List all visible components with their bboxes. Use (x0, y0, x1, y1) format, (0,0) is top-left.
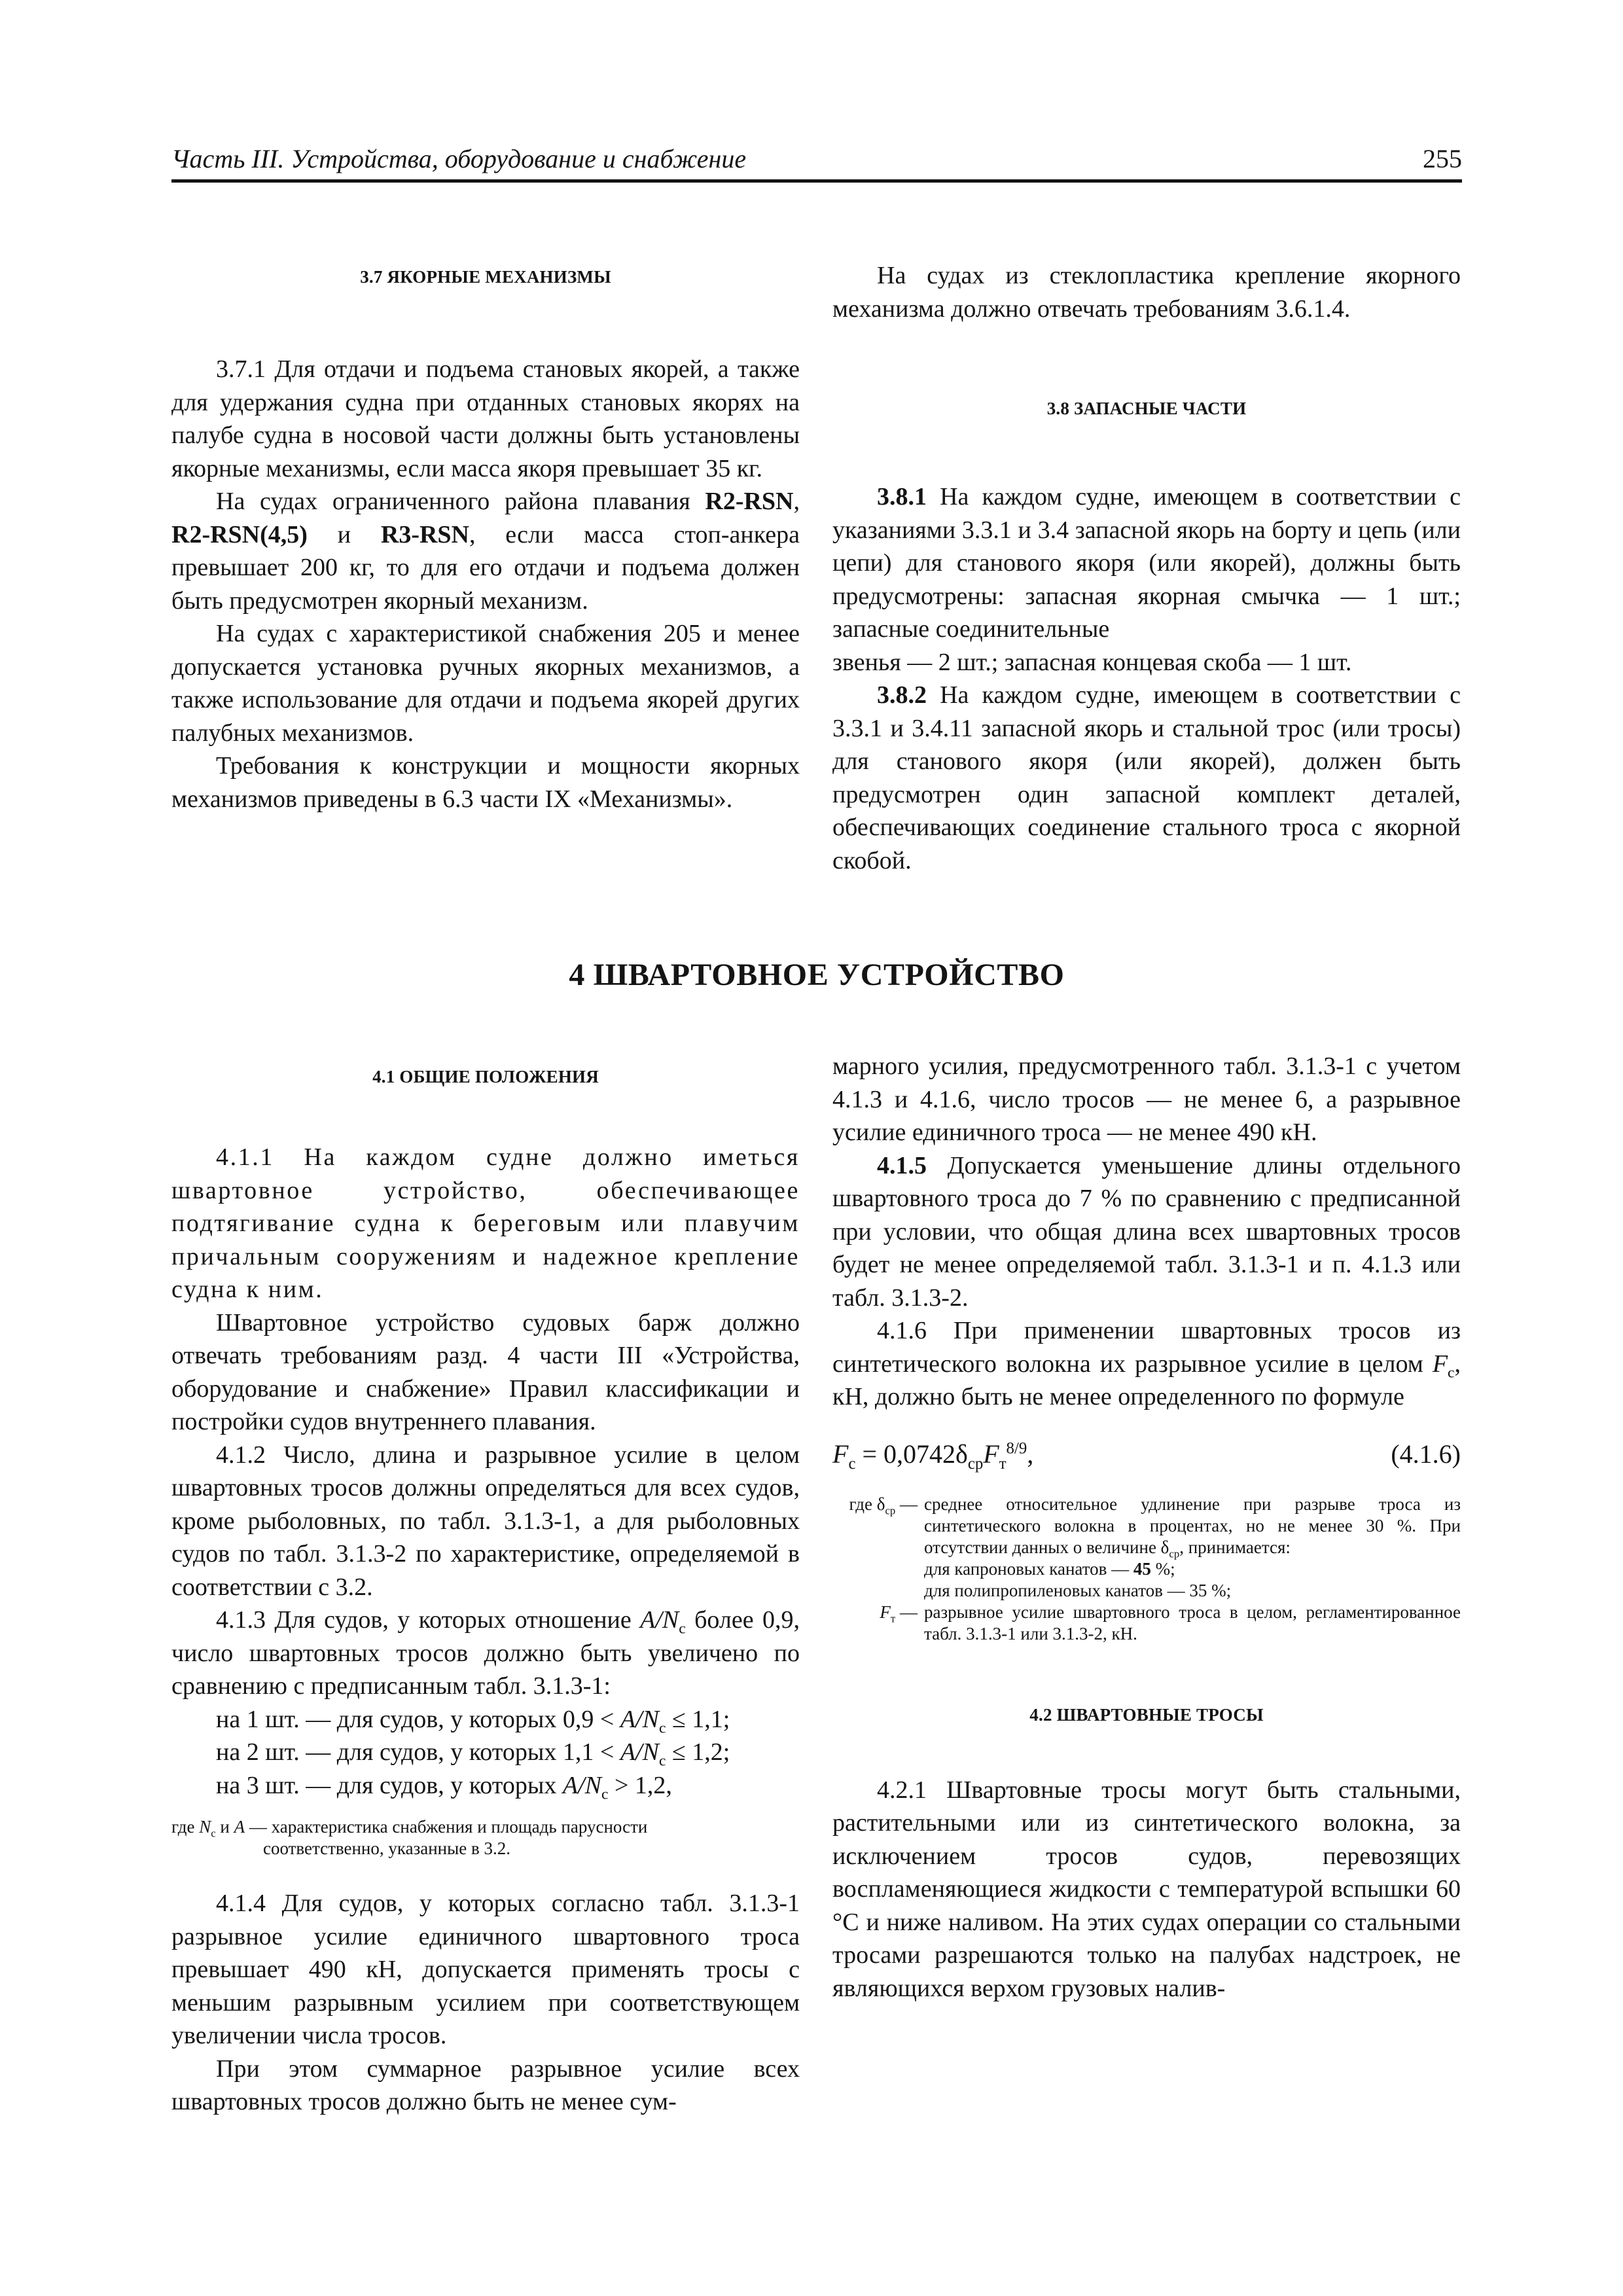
clause-number: 3.8.2 (877, 681, 927, 709)
paragraph-fiberglass: На судах из стеклопластика крепление якорного механизма должно отвечать требованиям 3.6.1.4. (832, 262, 1461, 323)
conjunction: и (307, 520, 381, 548)
subscript: c (679, 1620, 686, 1638)
punctuation: , (793, 488, 800, 515)
paragraph-4-1-1 (171, 1141, 800, 1306)
clause-number: 4.1.6 (877, 1317, 927, 1344)
paragraph-3-7-1-d: Требования к конструкции и мощности якорных механизмов приведены в 6.3 части IX «Механизмы». (171, 752, 800, 813)
subscript: c (658, 1719, 666, 1737)
ratio-symbol: A/N (620, 1738, 659, 1766)
note-text: где (171, 1817, 200, 1837)
paragraph-4-2-1 (832, 1774, 1461, 2005)
paragraph-text: На судах ограниченного района плавания (216, 488, 705, 515)
paragraph-3-8-1-end: звенья — 2 шт.; запасная концевая скоба — 1 шт. (832, 648, 1352, 676)
list-text: на 3 шт. — для судов, у которых (216, 1771, 563, 1799)
left-column-top (171, 267, 800, 816)
paragraph-cont: марного усилия, предусмотренного табл. 3.1.3-1 с учетом 4.1.3 и 4.1.6, число тросов — не менее 6, а разрывное усилие единичного троса — не менее 490 кН. (832, 1052, 1461, 1146)
header-title: Часть III. Устройства, оборудование и снабжение (171, 144, 747, 173)
right-column-bottom (832, 1050, 1461, 2005)
note-text: и (215, 1817, 234, 1837)
subscript: т (999, 1454, 1007, 1473)
paragraph-3-7-1-c: На судах с характеристикой снабжения 205 и менее допускается установка ручных якорных механизмов, а также использование для отдачи и подъема якорей других палубных механизмов. (171, 620, 800, 747)
paragraph-text: Швартовные тросы могут быть стальными, растительными или из синтетического волокна, за исключением тросов судов, перевозящих воспламеняющиеся жидкости с температурой вспышки 60 °С и ниже наливом. На этих судах операции со стальными тросами разрешаются только на палубах надстроек, не являющихся верхом грузовых налив- (832, 1776, 1461, 2002)
list-text: на 2 шт. — для судов, у которых 1,1 < (216, 1738, 620, 1766)
clause-number: 4.1.1 (216, 1143, 274, 1171)
subscript: c (211, 1827, 216, 1840)
region-code: R3-RSN (380, 520, 469, 548)
legend-text: среднее относительное удлинение при разрыве троса из синтетического волокна в процентах, но не менее 30 %. При отсутствии данных о величине δ (924, 1494, 1461, 1557)
clause-number: 4.1.2 (216, 1441, 266, 1469)
clause-number: 3.8.1 (877, 483, 927, 511)
ratio-symbol: A/N (640, 1606, 679, 1634)
symbol: F (832, 1439, 849, 1469)
symbol: A (234, 1817, 245, 1837)
subscript: c (601, 1785, 609, 1803)
formula-legend (832, 1494, 1461, 1645)
list-item-3 (171, 1769, 800, 1803)
formula-text: = 0,0742δ (855, 1439, 968, 1469)
legend-symbol: F (880, 1602, 891, 1622)
paragraph-4-1-1-b: Швартовное устройство судовых барж должно отвечать требованиям разд. 4 части III «Устройства, оборудование и снабжение» Правил классификации и постройки судов внутреннего плавания. (171, 1308, 800, 1435)
list-item-2 (171, 1736, 800, 1769)
legend-text: для полипропиленовых канатов — 35 %; (924, 1580, 1232, 1600)
symbol: F (1432, 1350, 1448, 1378)
ratio-symbol: A/N (620, 1705, 659, 1733)
legend-symbol: где δ (849, 1494, 885, 1514)
list-text: на 1 шт. — для судов, у которых 0,9 < (216, 1705, 620, 1733)
section-heading-4-2: 4.2 ШВАРТОВНЫЕ ТРОСЫ (1029, 1704, 1264, 1725)
subscript: т (890, 1611, 896, 1624)
paragraph-3-7-1 (171, 353, 800, 485)
clause-number: 4.2.1 (877, 1776, 927, 1804)
paragraph-text: При применении швартовных тросов из синтетического волокна их разрывное усилие в целом (832, 1317, 1461, 1378)
dash: — (895, 1494, 918, 1514)
paragraph-4-1-4-b: При этом суммарное разрывное усилие всех швартовных тросов должно быть не менее сум- (171, 2054, 800, 2115)
legend-text: для капроновых канатов — (924, 1558, 1133, 1579)
subscript: c (1448, 1364, 1455, 1382)
subscript: ср (967, 1454, 984, 1473)
list-text: > 1,2, (608, 1771, 672, 1799)
paragraph-text: Число, длина и разрывное усилие в целом швартовных тросов должны определяться для всех судов, кроме рыболовных, по табл. 3.1.3-1, а для рыболовных судов по табл. 3.1.3-2 по характеристике, определяемой в соответствии с 3.2. (171, 1441, 800, 1601)
symbol: F (983, 1439, 999, 1469)
page-number: 255 (1423, 144, 1462, 173)
list-item-1 (171, 1703, 800, 1736)
paragraph-text: , кН, должно быть не менее определенного по формуле (832, 1350, 1461, 1410)
paragraph-4-1-5 (832, 1149, 1461, 1315)
right-column-top (832, 259, 1461, 877)
paragraph-3-7-1-b (171, 485, 800, 617)
section-heading-3-8: 3.8 ЗАПАСНЫЕ ЧАСТИ (1046, 399, 1247, 418)
section-heading-3-7: 3.7 ЯКОРНЫЕ МЕХАНИЗМЫ (360, 267, 611, 287)
superscript: 8/9 (1006, 1439, 1027, 1458)
running-header (171, 143, 1462, 183)
formula-text: , (1027, 1439, 1034, 1469)
clause-number: 3.7.1 (216, 355, 266, 383)
paragraph-text: Допускается уменьшение длины отдельного швартовного троса до 7 % по сравнению с предписанной при условии, что общая длина всех швартовных тросов будет не менее определяемой табл. 3.1.3-1 и п. 4.1.3 или табл. 3.1.3-2. (832, 1151, 1461, 1312)
region-code: R2-RSN(4,5) (171, 520, 308, 548)
formula-4-1-6 (832, 1439, 1461, 1474)
clause-number: 4.1.4 (216, 1890, 266, 1917)
subscript: c (848, 1454, 856, 1473)
paragraph-4-1-2 (171, 1439, 800, 1604)
region-code: R2-RSN (705, 488, 794, 515)
paragraph-3-8-2 (832, 679, 1461, 877)
paragraph-text: На каждом судне, имеющем в соответствии с 3.3.1 и 3.4.11 запасной якорь и стальной трос (или тросы) для станового якоря (или якорей), должен быть предусмотрен один запасной комплект деталей, обеспечивающих соединение стального троса с якорной скобой. (832, 681, 1461, 874)
ratio-symbol: A/N (562, 1771, 602, 1799)
symbol: N (199, 1817, 211, 1837)
list-text: ≤ 1,1; (666, 1705, 730, 1733)
paragraph-text: На каждом судне должно иметься швартовное устройство, обеспечивающее подтягивание судна к береговым или плавучим причальным сооружениям и надежное крепление судна к ним. (171, 1143, 800, 1303)
legend-label (832, 1602, 924, 1645)
legend-label (832, 1494, 924, 1602)
clause-number: 4.1.5 (877, 1151, 927, 1179)
note-text: — характеристика снабжения и площадь парусности (245, 1817, 648, 1837)
dash: — (895, 1602, 918, 1622)
paragraph-text: На каждом судне, имеющем в соответствии с указаниями 3.3.1 и 3.4 запасной якорь на борту и цепь (или цепи) для станового якоря (или якорей), должны быть предусмотрены: запасная якорная смычка — 1 шт.; запасные соединительные (832, 483, 1461, 643)
subscript: c (658, 1752, 666, 1770)
clause-number: 4.1.3 (216, 1606, 266, 1634)
footnote-where (171, 1816, 800, 1838)
formula-number: (4.1.6) (1391, 1439, 1461, 1469)
paragraph-3-8-1 (832, 480, 1461, 646)
formula-expression (832, 1439, 1034, 1473)
list-text: ≤ 1,2; (666, 1738, 730, 1766)
legend-text: , принимается: (1179, 1537, 1291, 1557)
legend-description (924, 1494, 1461, 1602)
paragraph-4-1-6 (832, 1314, 1461, 1414)
paragraph-text: Для судов, у которых отношение (266, 1606, 641, 1634)
chapter-title: 4 ШВАРТОВНОЕ УСТРОЙСТВО (569, 958, 1065, 992)
paragraph-4-1-4 (171, 1887, 800, 2053)
paragraph-text: Для отдачи и подъема становых якорей, а также для удержания судна при отданных становых якорях на палубе судна в носовой части должны быть установлены якорные механизмы, если масса якоря превышает 35 кг. (171, 355, 800, 482)
left-column-bottom (171, 1067, 800, 2119)
section-heading-4-1: 4.1 ОБЩИЕ ПОЛОЖЕНИЯ (372, 1067, 599, 1086)
subscript: ср (885, 1503, 896, 1516)
paragraph-4-1-3 (171, 1604, 800, 1703)
subscript: ср (1169, 1547, 1180, 1560)
paragraph-text: более 0,9, число швартовных тросов должно быть увеличено по сравнению с предписанным табл. 3.1.3-1: (171, 1606, 800, 1700)
paragraph-text: , если масса стоп-анкера превышает 200 кг, то для его отдачи и подъема должен быть предусмотрен якорный механизм. (171, 520, 800, 615)
legend-value: 45 (1133, 1558, 1151, 1579)
paragraph-text: Для судов, у которых согласно табл. 3.1.3-1 разрывное усилие единичного швартовного троса превышает 490 кН, допускается применять тросы с меньшим разрывным усилием при соответствующем увеличении числа тросов. (171, 1890, 800, 2049)
footnote-where-cont: соответственно, указанные в 3.2. (263, 1839, 510, 1858)
legend-text: %; (1150, 1558, 1175, 1579)
legend-description: разрывное усилие швартовного троса в целом, регламентированное табл. 3.1.3-1 или 3.1.3-2, кН. (924, 1602, 1461, 1643)
